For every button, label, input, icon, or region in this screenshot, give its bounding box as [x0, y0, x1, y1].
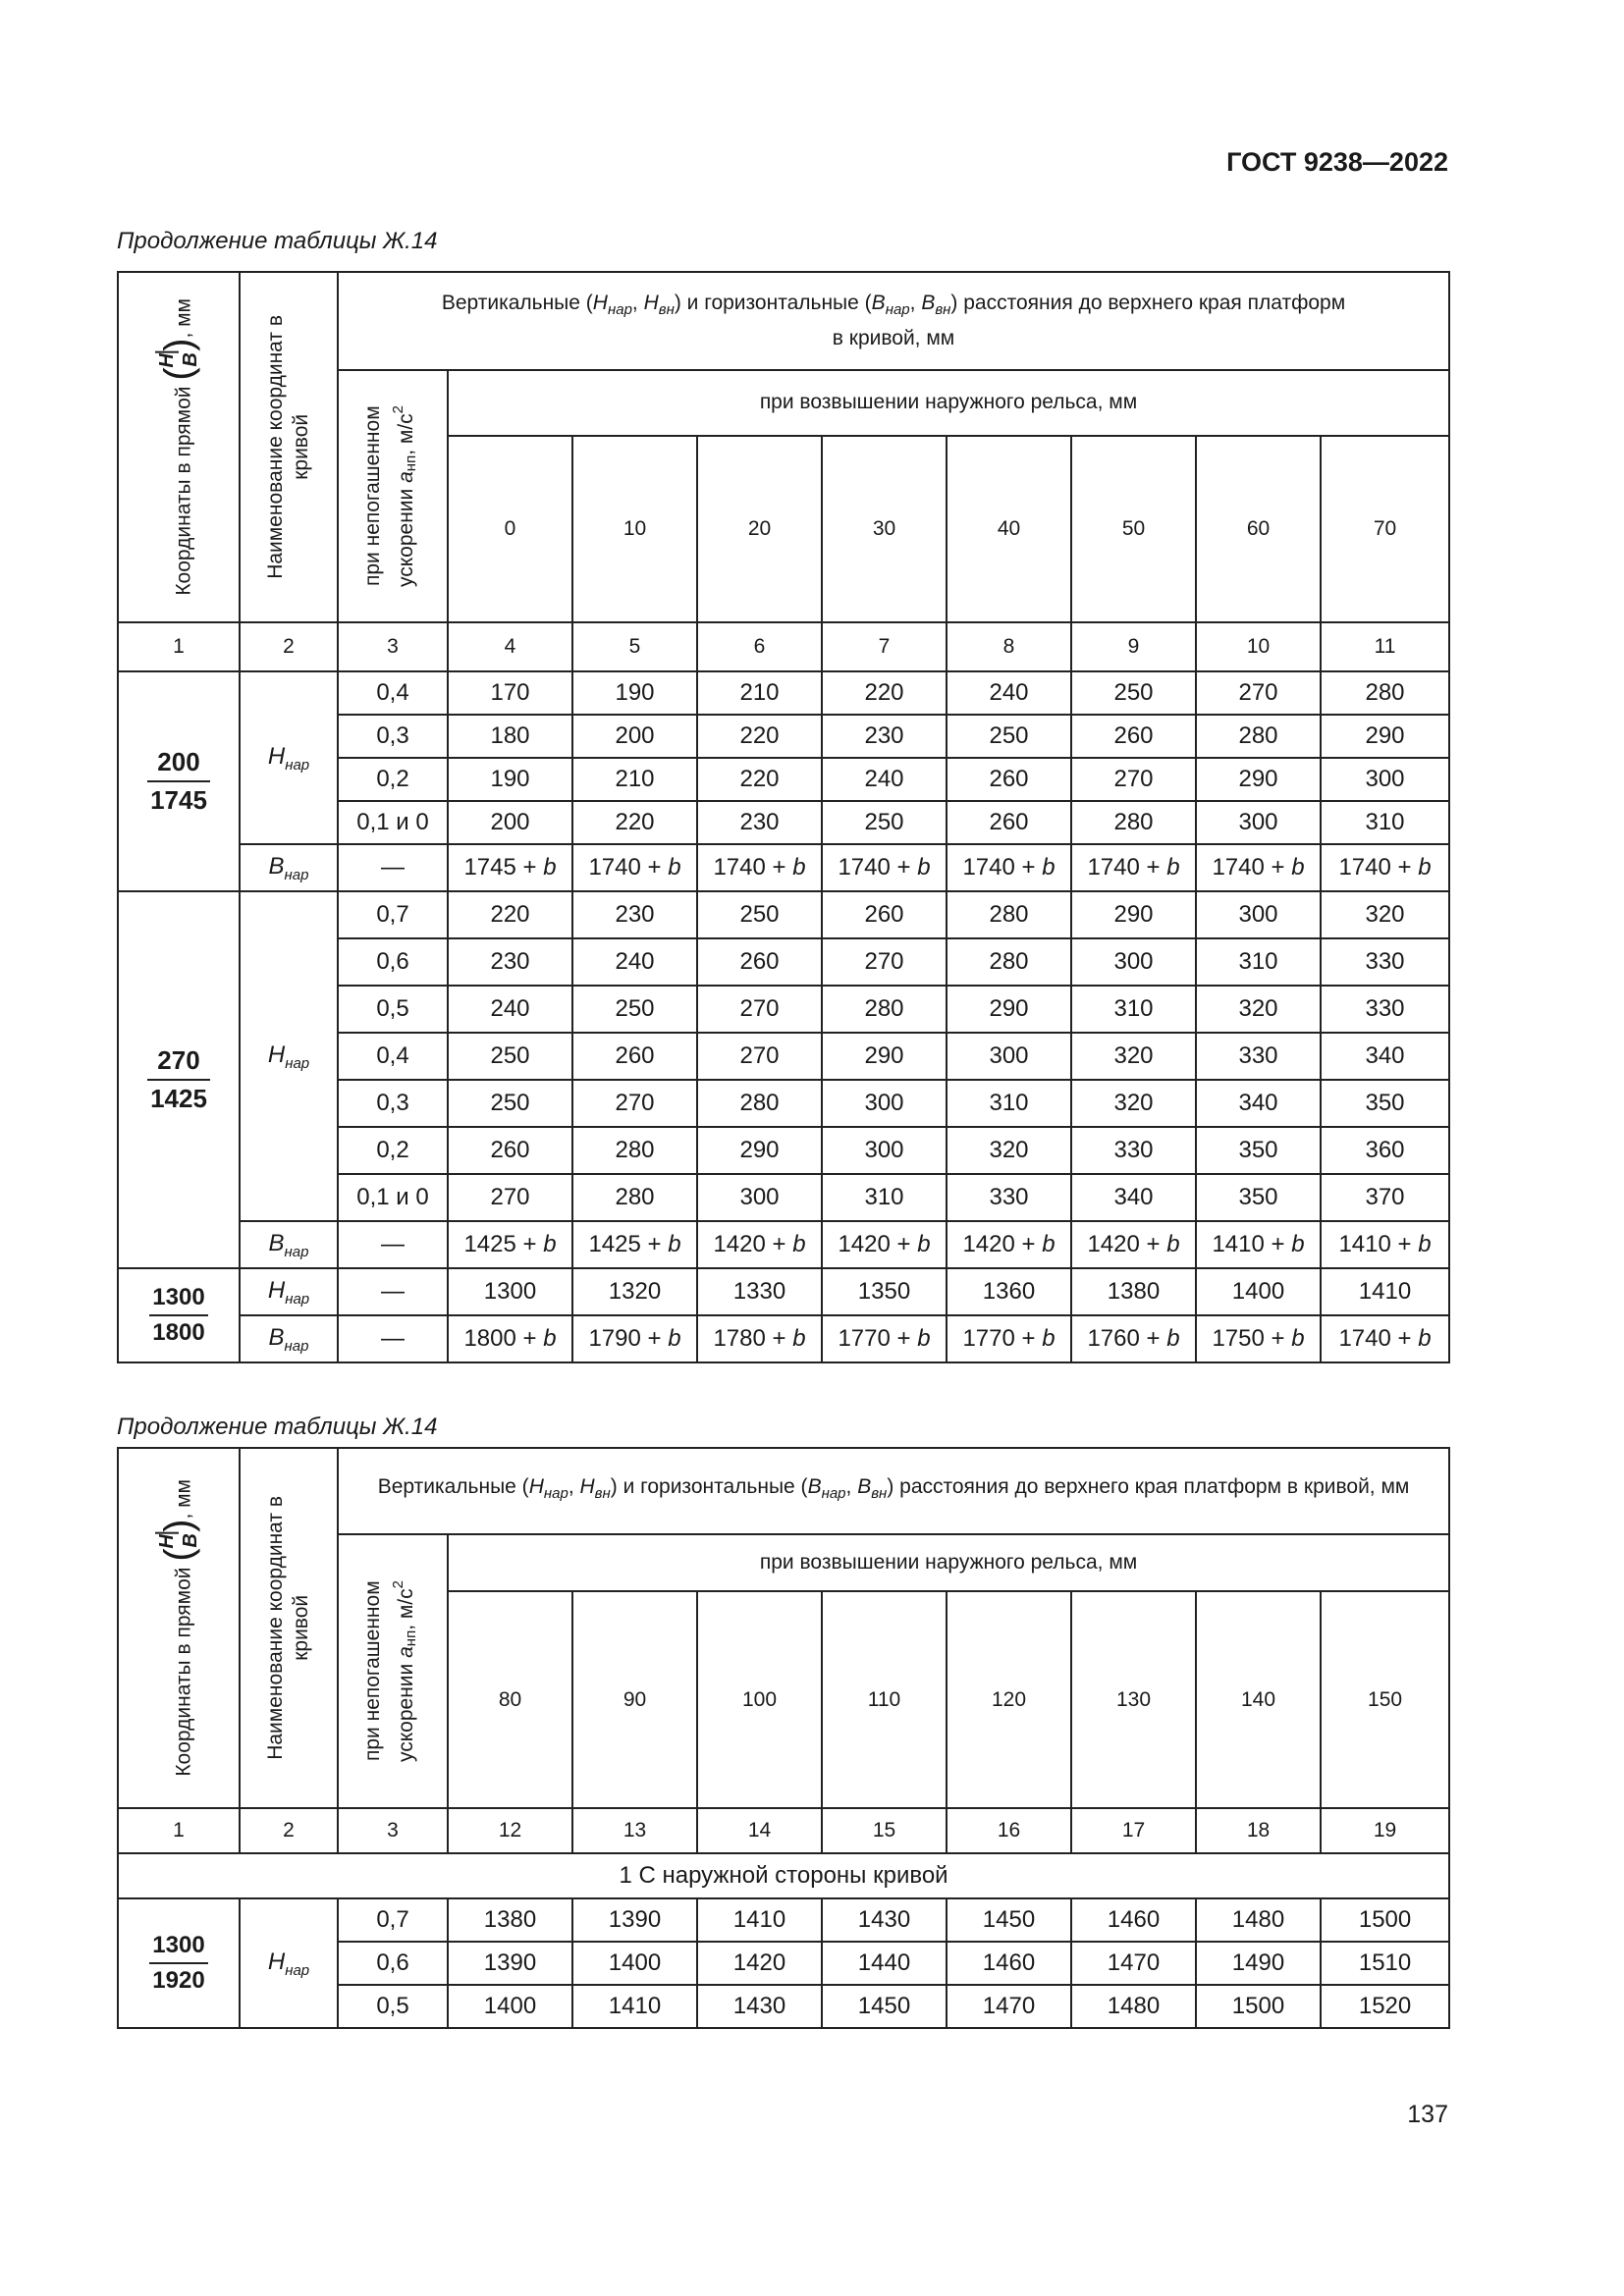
- value-cell: 240: [572, 938, 697, 986]
- value-cell: 1425 + b: [448, 1221, 572, 1268]
- value-cell: 340: [1071, 1174, 1196, 1221]
- value-cell: 210: [697, 671, 822, 715]
- value-cell: 200: [448, 801, 572, 844]
- value-cell: 230: [822, 715, 947, 758]
- column-number: 19: [1321, 1808, 1449, 1853]
- straight-coordinate: $\frac{200}{1745}$: [118, 671, 240, 891]
- acceleration-cell: 0,5: [338, 1985, 448, 2028]
- coordinate-name: $B_{нар}$: [240, 1221, 338, 1268]
- value-cell: 330: [1321, 986, 1449, 1033]
- value-cell: 250: [572, 986, 697, 1033]
- value-cell: 290: [697, 1127, 822, 1174]
- value-cell: 250: [448, 1080, 572, 1127]
- acceleration-cell: 0,6: [338, 938, 448, 986]
- column-number: 14: [697, 1808, 822, 1853]
- value-cell: 290: [947, 986, 1071, 1033]
- straight-coordinate: $\frac{1300}{1920}$: [118, 1898, 240, 2028]
- coordinate-name: $B_{нар}$: [240, 844, 338, 891]
- value-cell: 290: [822, 1033, 947, 1080]
- value-cell: 230: [697, 801, 822, 844]
- value-cell: 1500: [1321, 1898, 1449, 1942]
- column-number: 5: [572, 622, 697, 671]
- elevation-header: 20: [697, 436, 822, 622]
- value-cell: 220: [448, 891, 572, 938]
- value-cell: 350: [1196, 1127, 1321, 1174]
- value-cell: 1740 + b: [572, 844, 697, 891]
- elevation-header: 90: [572, 1591, 697, 1808]
- table-row: [118, 1221, 1449, 1268]
- value-cell: 300: [697, 1174, 822, 1221]
- value-cell: 270: [697, 1033, 822, 1080]
- value-cell: 280: [1071, 801, 1196, 844]
- value-cell: 1740 + b: [1321, 1315, 1449, 1362]
- value-cell: 1350: [822, 1268, 947, 1315]
- value-cell: 260: [1071, 715, 1196, 758]
- header-coordinates-straight: Координаты в прямой ( H B ), мм: [118, 272, 240, 622]
- elevation-header: 70: [1321, 436, 1449, 622]
- value-cell: 260: [947, 758, 1071, 801]
- header-distances: Вертикальные ($H_{нар}$, $H_{вн}$) и горизонтальные ($B_{нар}$, $B_{вн}$) расстояния до верхнего края платформ в кривой, мм: [338, 1448, 1449, 1534]
- column-number: 16: [947, 1808, 1071, 1853]
- coordinate-name: $H_{нар}$: [240, 1268, 338, 1315]
- value-cell: 310: [822, 1174, 947, 1221]
- column-number: 6: [697, 622, 822, 671]
- value-cell: 1470: [1071, 1942, 1196, 1985]
- value-cell: 340: [1321, 1033, 1449, 1080]
- elevation-header: 50: [1071, 436, 1196, 622]
- value-cell: 300: [1196, 801, 1321, 844]
- table-row: [118, 671, 1449, 715]
- value-cell: 270: [448, 1174, 572, 1221]
- value-cell: 1360: [947, 1268, 1071, 1315]
- value-cell: 310: [1321, 801, 1449, 844]
- value-cell: 300: [1321, 758, 1449, 801]
- value-cell: 180: [448, 715, 572, 758]
- value-cell: 1780 + b: [697, 1315, 822, 1362]
- header-elevation: при возвышении наружного рельса, мм: [448, 1534, 1449, 1591]
- value-cell: 330: [1071, 1127, 1196, 1174]
- column-number: 15: [822, 1808, 947, 1853]
- value-cell: 280: [572, 1174, 697, 1221]
- value-cell: 360: [1321, 1127, 1449, 1174]
- value-cell: 280: [697, 1080, 822, 1127]
- value-cell: 280: [572, 1127, 697, 1174]
- value-cell: 310: [1196, 938, 1321, 986]
- value-cell: 220: [697, 715, 822, 758]
- value-cell: 280: [1196, 715, 1321, 758]
- value-cell: 1410: [697, 1898, 822, 1942]
- value-cell: 370: [1321, 1174, 1449, 1221]
- data-table-2: [117, 1447, 1450, 2029]
- value-cell: 260: [697, 938, 822, 986]
- column-number: 2: [240, 622, 338, 671]
- value-cell: 330: [1321, 938, 1449, 986]
- acceleration-cell: 0,1 и 0: [338, 1174, 448, 1221]
- acceleration-cell: 0,1 и 0: [338, 801, 448, 844]
- column-number: 3: [338, 1808, 448, 1853]
- value-cell: 1450: [947, 1898, 1071, 1942]
- acceleration-cell: 0,3: [338, 1080, 448, 1127]
- elevation-header: 30: [822, 436, 947, 622]
- value-cell: 1500: [1196, 1985, 1321, 2028]
- value-cell: 310: [947, 1080, 1071, 1127]
- value-cell: 1380: [448, 1898, 572, 1942]
- value-cell: 1770 + b: [947, 1315, 1071, 1362]
- value-cell: 1430: [697, 1985, 822, 2028]
- acceleration-cell: 0,4: [338, 671, 448, 715]
- table-row: [118, 1315, 1449, 1362]
- acceleration-cell: 0,5: [338, 986, 448, 1033]
- value-cell: 1420 + b: [1071, 1221, 1196, 1268]
- value-cell: 220: [572, 801, 697, 844]
- value-cell: 270: [1071, 758, 1196, 801]
- elevation-header: 130: [1071, 1591, 1196, 1808]
- value-cell: 350: [1321, 1080, 1449, 1127]
- table-caption-2: Продолжение таблицы Ж.14: [117, 1414, 438, 1440]
- value-cell: 1410: [572, 1985, 697, 2028]
- header-distances: Вертикальные ($H_{нар}$, $H_{вн}$) и горизонтальные ($B_{нар}$, $B_{вн}$) расстояния до верхнего края платформ в кривой, мм: [338, 272, 1449, 370]
- value-cell: 250: [1071, 671, 1196, 715]
- data-table-1: [117, 271, 1450, 1363]
- value-cell: 280: [822, 986, 947, 1033]
- column-number: 13: [572, 1808, 697, 1853]
- value-cell: 320: [1196, 986, 1321, 1033]
- value-cell: 1790 + b: [572, 1315, 697, 1362]
- table-row: [118, 844, 1449, 891]
- header-acceleration: при непогашенном ускорении $a_{нп}$, $м/с^2$: [338, 370, 448, 622]
- column-number: 11: [1321, 622, 1449, 671]
- column-number: 9: [1071, 622, 1196, 671]
- value-cell: 1410 + b: [1196, 1221, 1321, 1268]
- value-cell: 1745 + b: [448, 844, 572, 891]
- value-cell: 1390: [448, 1942, 572, 1985]
- column-number: 1: [118, 1808, 240, 1853]
- value-cell: 1740 + b: [1071, 844, 1196, 891]
- value-cell: 220: [697, 758, 822, 801]
- elevation-header: 110: [822, 1591, 947, 1808]
- value-cell: 310: [1071, 986, 1196, 1033]
- value-cell: 1380: [1071, 1268, 1196, 1315]
- value-cell: 280: [1321, 671, 1449, 715]
- value-cell: 1460: [1071, 1898, 1196, 1942]
- value-cell: 1420 + b: [947, 1221, 1071, 1268]
- page-number: 137: [1407, 2101, 1448, 2128]
- value-cell: 300: [822, 1080, 947, 1127]
- value-cell: 250: [697, 891, 822, 938]
- value-cell: 1420 + b: [697, 1221, 822, 1268]
- value-cell: 240: [448, 986, 572, 1033]
- column-number: 12: [448, 1808, 572, 1853]
- value-cell: 1520: [1321, 1985, 1449, 2028]
- value-cell: 320: [947, 1127, 1071, 1174]
- value-cell: 1760 + b: [1071, 1315, 1196, 1362]
- value-cell: 190: [572, 671, 697, 715]
- acceleration-cell: —: [338, 1315, 448, 1362]
- value-cell: 1400: [1196, 1268, 1321, 1315]
- value-cell: 210: [572, 758, 697, 801]
- value-cell: 1470: [947, 1985, 1071, 2028]
- column-number: 10: [1196, 622, 1321, 671]
- coordinate-name: $H_{нар}$: [240, 671, 338, 844]
- value-cell: 290: [1321, 715, 1449, 758]
- value-cell: 350: [1196, 1174, 1321, 1221]
- acceleration-cell: 0,3: [338, 715, 448, 758]
- value-cell: 260: [822, 891, 947, 938]
- value-cell: 1480: [1071, 1985, 1196, 2028]
- value-cell: 1410: [1321, 1268, 1449, 1315]
- value-cell: 340: [1196, 1080, 1321, 1127]
- value-cell: 250: [822, 801, 947, 844]
- column-number: 7: [822, 622, 947, 671]
- value-cell: 1740 + b: [697, 844, 822, 891]
- value-cell: 1740 + b: [1321, 844, 1449, 891]
- value-cell: 320: [1071, 1080, 1196, 1127]
- elevation-header: 100: [697, 1591, 822, 1808]
- straight-coordinate: $\frac{1300}{1800}$: [118, 1268, 240, 1362]
- value-cell: 1390: [572, 1898, 697, 1942]
- column-number: 3: [338, 622, 448, 671]
- value-cell: 200: [572, 715, 697, 758]
- table-row: [118, 1898, 1449, 1942]
- acceleration-cell: —: [338, 1221, 448, 1268]
- value-cell: 270: [1196, 671, 1321, 715]
- value-cell: 1420: [697, 1942, 822, 1985]
- value-cell: 1410 + b: [1321, 1221, 1449, 1268]
- column-number: 8: [947, 622, 1071, 671]
- value-cell: 1450: [822, 1985, 947, 2028]
- acceleration-cell: 0,6: [338, 1942, 448, 1985]
- value-cell: 1320: [572, 1268, 697, 1315]
- value-cell: 240: [822, 758, 947, 801]
- acceleration-cell: 0,2: [338, 758, 448, 801]
- elevation-header: 0: [448, 436, 572, 622]
- value-cell: 1480: [1196, 1898, 1321, 1942]
- value-cell: 230: [572, 891, 697, 938]
- value-cell: 230: [448, 938, 572, 986]
- column-number: 17: [1071, 1808, 1196, 1853]
- value-cell: 1750 + b: [1196, 1315, 1321, 1362]
- value-cell: 1430: [822, 1898, 947, 1942]
- coordinate-name: $H_{нар}$: [240, 1898, 338, 2028]
- value-cell: 290: [1196, 758, 1321, 801]
- elevation-header: 80: [448, 1591, 572, 1808]
- acceleration-cell: 0,7: [338, 891, 448, 938]
- value-cell: 1490: [1196, 1942, 1321, 1985]
- value-cell: 330: [1196, 1033, 1321, 1080]
- header-elevation: при возвышении наружного рельса, мм: [448, 370, 1449, 436]
- straight-coordinate: $\frac{270}{1425}$: [118, 891, 240, 1268]
- table-caption: Продолжение таблицы Ж.14: [117, 228, 438, 254]
- document-code: ГОСТ 9238—2022: [1226, 147, 1448, 177]
- acceleration-cell: —: [338, 1268, 448, 1315]
- section-title: 1 С наружной стороны кривой: [118, 1853, 1449, 1898]
- value-cell: 1800 + b: [448, 1315, 572, 1362]
- column-number: 18: [1196, 1808, 1321, 1853]
- value-cell: 1510: [1321, 1942, 1449, 1985]
- value-cell: 220: [822, 671, 947, 715]
- table-row: [118, 1268, 1449, 1315]
- value-cell: 250: [448, 1033, 572, 1080]
- value-cell: 330: [947, 1174, 1071, 1221]
- column-number: 4: [448, 622, 572, 671]
- value-cell: 1420 + b: [822, 1221, 947, 1268]
- value-cell: 300: [822, 1127, 947, 1174]
- value-cell: 1400: [448, 1985, 572, 2028]
- header-coordinates-straight: Координаты в прямой ( H B ), мм: [118, 1448, 240, 1808]
- value-cell: 1460: [947, 1942, 1071, 1985]
- value-cell: 270: [572, 1080, 697, 1127]
- value-cell: 1400: [572, 1942, 697, 1985]
- elevation-header: 10: [572, 436, 697, 622]
- value-cell: 260: [448, 1127, 572, 1174]
- value-cell: 300: [1196, 891, 1321, 938]
- table-row: [118, 891, 1449, 938]
- value-cell: 280: [947, 938, 1071, 986]
- elevation-header: 60: [1196, 436, 1321, 622]
- value-cell: 260: [572, 1033, 697, 1080]
- acceleration-cell: 0,2: [338, 1127, 448, 1174]
- value-cell: 280: [947, 891, 1071, 938]
- column-number: 1: [118, 622, 240, 671]
- elevation-header: 140: [1196, 1591, 1321, 1808]
- value-cell: 1300: [448, 1268, 572, 1315]
- value-cell: 290: [1071, 891, 1196, 938]
- column-number: 2: [240, 1808, 338, 1853]
- value-cell: 1740 + b: [1196, 844, 1321, 891]
- value-cell: 320: [1071, 1033, 1196, 1080]
- acceleration-cell: —: [338, 844, 448, 891]
- value-cell: 1330: [697, 1268, 822, 1315]
- elevation-header: 120: [947, 1591, 1071, 1808]
- value-cell: 1770 + b: [822, 1315, 947, 1362]
- value-cell: 260: [947, 801, 1071, 844]
- value-cell: 1740 + b: [947, 844, 1071, 891]
- value-cell: 190: [448, 758, 572, 801]
- value-cell: 270: [822, 938, 947, 986]
- value-cell: 1425 + b: [572, 1221, 697, 1268]
- header-acceleration: при непогашенном ускорении $a_{нп}$, $м/с^2$: [338, 1534, 448, 1808]
- value-cell: 300: [947, 1033, 1071, 1080]
- value-cell: 240: [947, 671, 1071, 715]
- acceleration-cell: 0,7: [338, 1898, 448, 1942]
- coordinate-name: $B_{нар}$: [240, 1315, 338, 1362]
- elevation-header: 40: [947, 436, 1071, 622]
- value-cell: 270: [697, 986, 822, 1033]
- value-cell: 320: [1321, 891, 1449, 938]
- elevation-header: 150: [1321, 1591, 1449, 1808]
- coordinate-name: $H_{нар}$: [240, 891, 338, 1221]
- value-cell: 1440: [822, 1942, 947, 1985]
- acceleration-cell: 0,4: [338, 1033, 448, 1080]
- value-cell: 250: [947, 715, 1071, 758]
- value-cell: 170: [448, 671, 572, 715]
- value-cell: 1740 + b: [822, 844, 947, 891]
- header-coordinate-name: Наименование координат в кривой: [240, 1448, 338, 1808]
- value-cell: 300: [1071, 938, 1196, 986]
- header-coordinate-name: Наименование координат в кривой: [240, 272, 338, 622]
